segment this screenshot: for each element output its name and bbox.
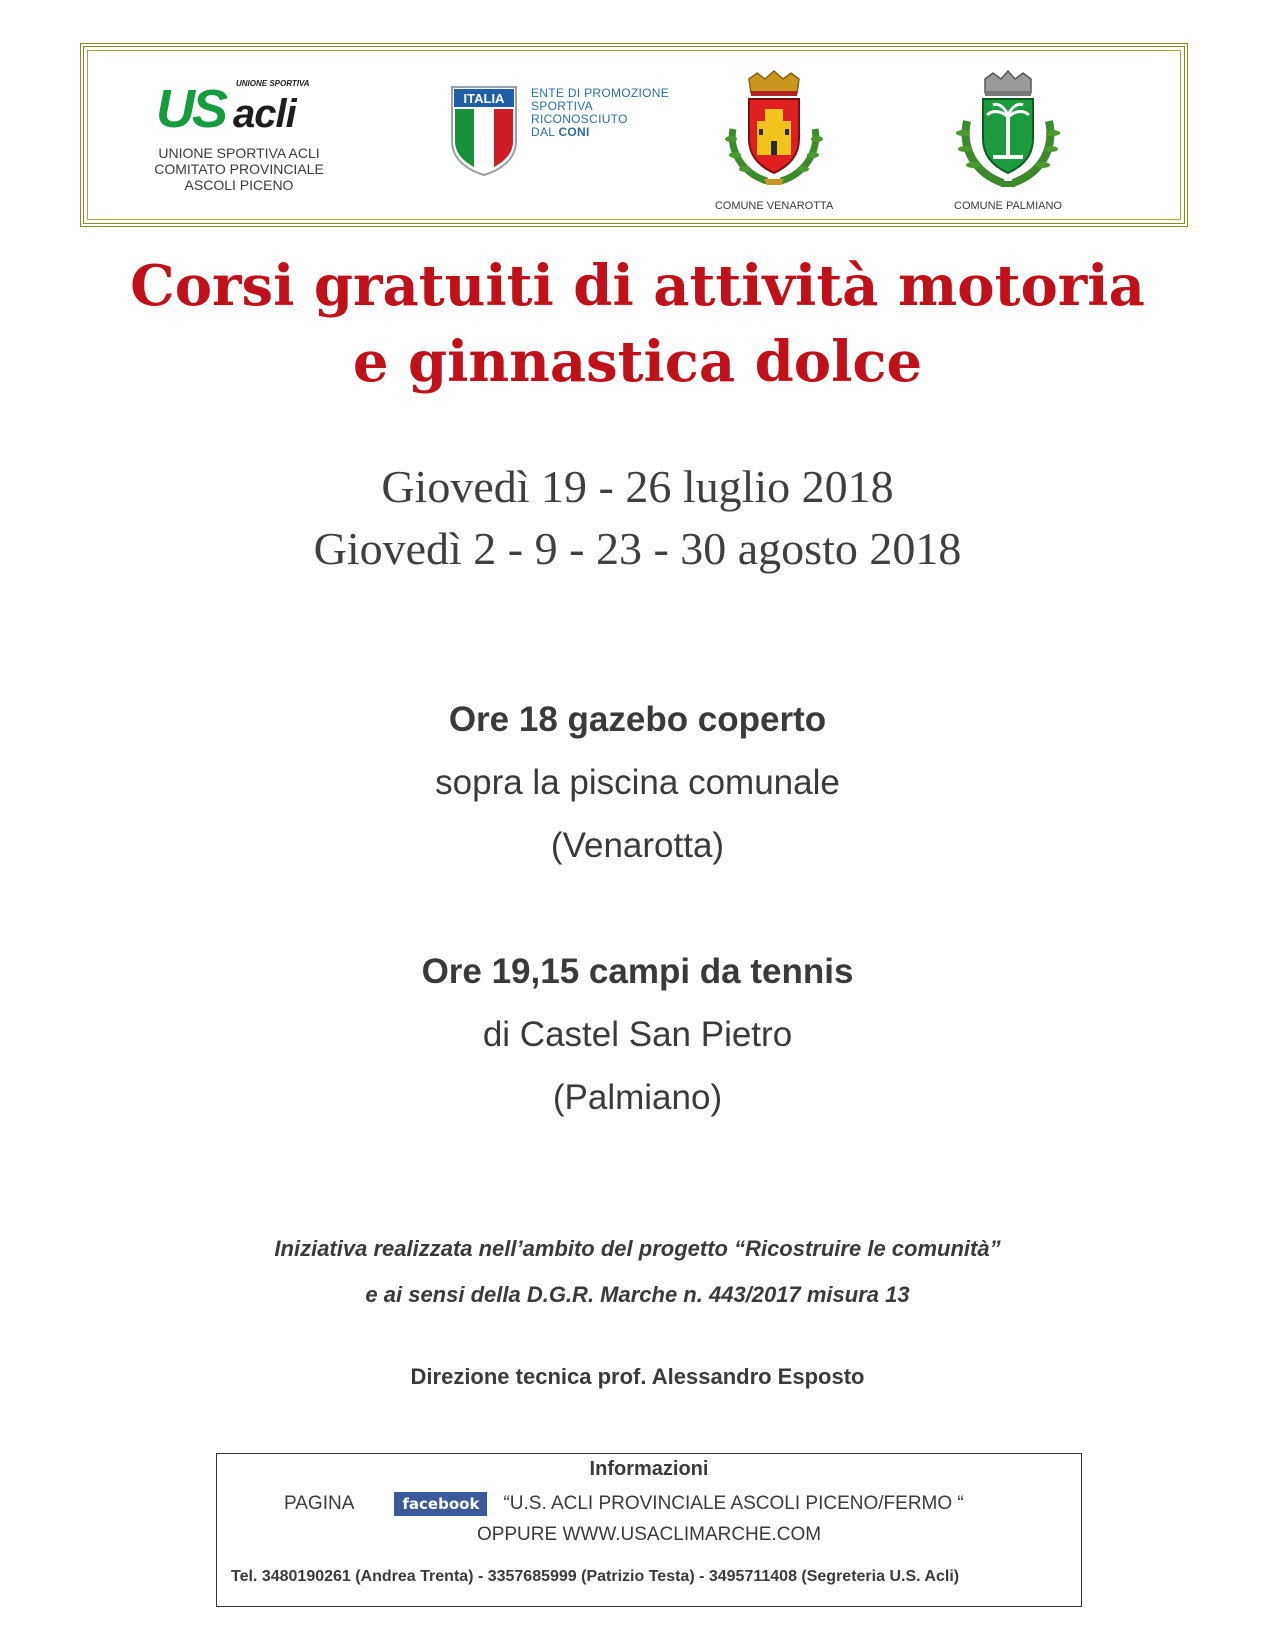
coni-logo: [449, 85, 689, 185]
dates-july: Giovedì 19 - 26 luglio 2018: [381, 461, 894, 512]
palmiano-label: COMUNE PALMIANO: [954, 200, 1062, 212]
italia-shield-icon: [449, 85, 519, 177]
venarotta-label: COMUNE VENAROTTA: [714, 200, 834, 212]
palmiano-coat-of-arms-icon: [953, 69, 1063, 194]
usacli-logo: [144, 81, 334, 211]
info-title: Informazioni: [589, 1458, 709, 1480]
shield-text: ITALIA: [463, 91, 505, 106]
website-link[interactable]: OPPURE WWW.USACLIMARCHE.COM: [476, 1524, 822, 1545]
venarotta-coat: [694, 69, 854, 212]
dates-august: Giovedì 2 - 9 - 23 - 30 agosto 2018: [313, 523, 962, 574]
usacli-caption: UNIONE SPORTIVA ACLI COMITATO PROVINCIALE ASCOLI PICENO: [154, 145, 324, 193]
facebook-page-name: “U.S. ACLI PROVINCIALE ASCOLI PICENO/FERMO “: [503, 1493, 964, 1514]
venue-venarotta: Ore 18 gazebo coperto sopra la piscina comunale (Venarotta): [435, 700, 840, 865]
logo-band: [80, 43, 1188, 227]
facebook-row: PAGINA facebook “U.S. ACLI PROVINCIALE ASCOLI PICENO/FERMO “: [284, 1493, 964, 1514]
venue-palmiano: Ore 19,15 campi da tennis di Castel San Pietro (Palmiano): [421, 952, 854, 1117]
facebook-icon[interactable]: facebook: [394, 1492, 487, 1516]
main-title: Corsi gratuiti di attività motoria e ginnastica dolce: [130, 253, 1145, 395]
phone-numbers: Tel. 3480190261 (Andrea Trenta) - 3357685999 (Patrizio Testa) - 3495711408 (Segreteria U.S. Acli): [231, 1568, 960, 1585]
info-box: [216, 1453, 1082, 1607]
venarotta-coat-of-arms-icon: [719, 69, 829, 194]
technical-direction: Direzione tecnica prof. Alessandro Esposto: [410, 1364, 865, 1389]
usacli-wordmark: US acli: [156, 79, 296, 139]
usacli-tagline: UNIONE SPORTIVA: [236, 79, 310, 88]
project-note: Iniziativa realizzata nell’ambito del progetto “Ricostruire le comunità” e ai sensi della D.G.R. Marche n. 443/2017 misura 13: [274, 1236, 1001, 1307]
coni-caption: ENTE DI PROMOZIONE SPORTIVA RICONOSCIUTO DAL CONI: [531, 86, 670, 139]
palmiano-coat: [928, 69, 1088, 212]
dates: [0, 456, 1275, 580]
